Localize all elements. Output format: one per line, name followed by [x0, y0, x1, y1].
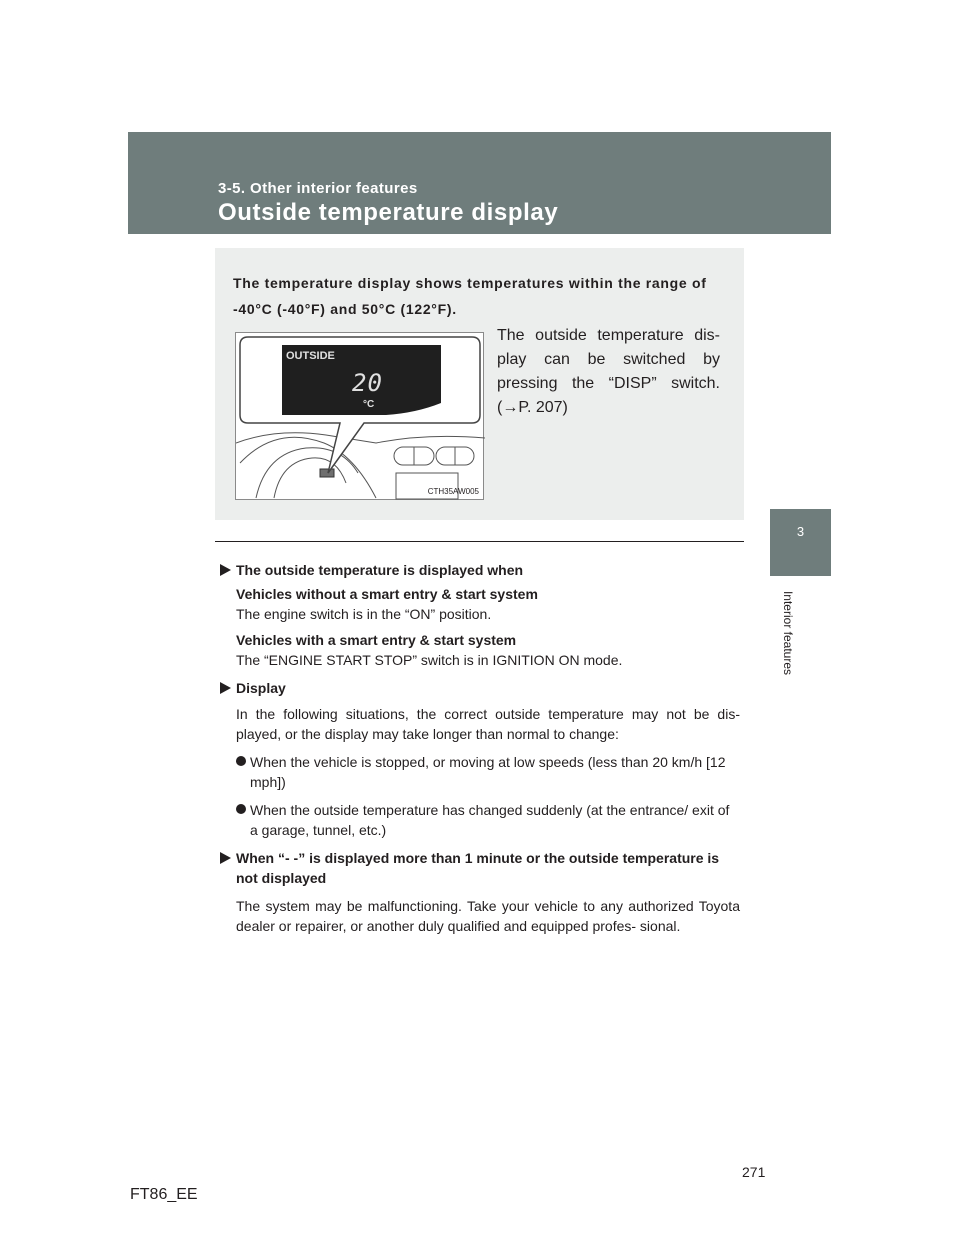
page-title: Outside temperature display [218, 199, 559, 226]
heading-text: Display [236, 680, 286, 696]
section-label: 3-5. Other interior features [218, 180, 418, 197]
list-item [220, 752, 740, 792]
paragraph: The system may be malfunctioning. Take your vehicle to any authorized Toyota dealer or repairer, or another duly qualified and equipped profes- sional. [236, 898, 740, 934]
figure-note: The outside temperature dis- play can be switched by pressing the “DISP” switch. (→P. 207) [497, 327, 720, 416]
chapter-label [778, 580, 798, 690]
list-item-text: When the vehicle is stopped, or moving at low speeds (less than 20 km/h [12 mph]) [250, 754, 726, 790]
sub-text: The “ENGINE START STOP” switch is in IGNITION ON mode. [236, 652, 623, 668]
sub-block [220, 584, 740, 624]
content [220, 560, 740, 940]
triangle-bullet-icon [220, 564, 231, 576]
chapter-label-text: Interior features [781, 590, 795, 676]
sub-heading: Vehicles with a smart entry & start system [236, 632, 517, 648]
chapter-number: 3 [796, 524, 805, 539]
section-heading [220, 678, 740, 698]
sub-text: The engine switch is in the “ON” position. [236, 606, 492, 622]
document-code: FT86_EE [130, 1186, 198, 1203]
dashboard-drawing [236, 333, 485, 501]
list-item-text: When the outside temperature has changed suddenly (at the entrance/ exit of a garage, tunnel, etc.) [250, 802, 730, 838]
header-band [128, 132, 831, 234]
paragraph: In the following situations, the correct outside temperature may not be dis- played, or the display may take longer than normal to change: [236, 706, 740, 742]
intro-box [215, 248, 744, 520]
bullet-icon [236, 756, 246, 766]
triangle-bullet-icon [220, 682, 231, 694]
section-heading [220, 848, 740, 888]
heading-text: The outside temperature is displayed when [236, 562, 524, 578]
section-heading [220, 560, 740, 580]
intro-text: The temperature display shows temperatures within the range of -40°C (-40°F) and 50°C (122°F). [233, 275, 707, 317]
figure-code: CTH35AW005 [427, 487, 479, 496]
dashboard-illustration [235, 332, 484, 500]
page-number: 271 [742, 1164, 766, 1180]
sub-block [220, 630, 740, 670]
triangle-bullet-icon [220, 852, 231, 864]
heading-text: When “- -” is displayed more than 1 minute or the outside temperature is not displayed [236, 850, 720, 886]
sub-heading: Vehicles without a smart entry & start system [236, 586, 538, 602]
bullet-icon [236, 804, 246, 814]
list-item [220, 800, 740, 840]
display-label: OUTSIDE [286, 350, 335, 362]
divider [215, 541, 744, 542]
chapter-tab [770, 509, 831, 576]
display-value: 20 [352, 369, 383, 397]
display-unit: °C [363, 399, 375, 410]
